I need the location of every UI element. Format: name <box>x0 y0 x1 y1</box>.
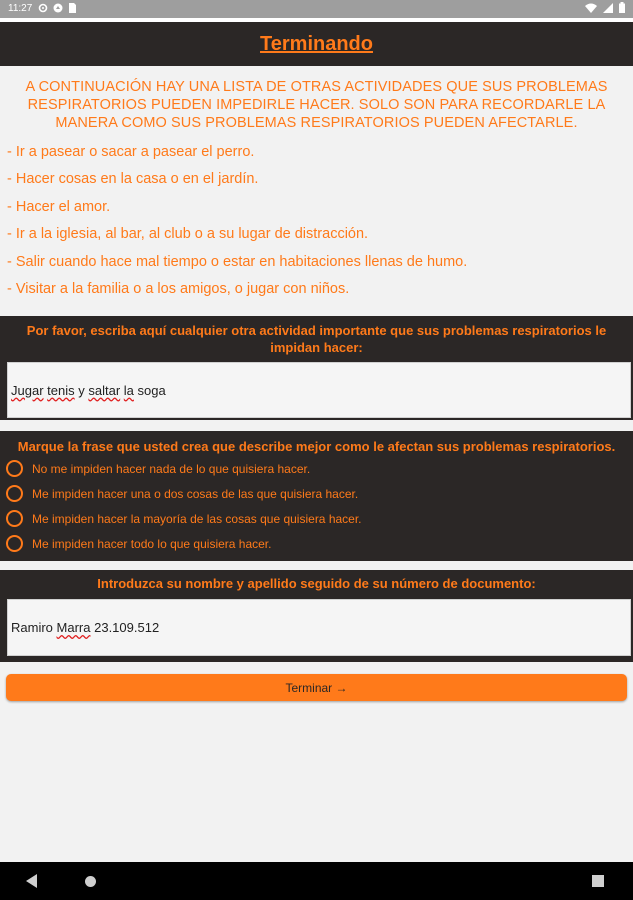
word: Ramiro <box>11 620 53 635</box>
list-item: - Hacer el amor. <box>7 198 111 215</box>
radio-circle-icon[interactable] <box>6 460 23 477</box>
impact-option-label: No me impiden hacer nada de lo que quisiera hacer. <box>32 461 311 476</box>
settings-icon <box>38 3 48 13</box>
identity-input[interactable] <box>7 599 631 656</box>
word: saltar <box>88 382 121 398</box>
other-activity-question: Por favor, escriba aquí cualquier otra actividad importante que sus problemas respiratorios le impidan hacer: <box>26 323 607 355</box>
battery-icon <box>619 2 625 13</box>
app-header <box>0 22 633 66</box>
impact-option-label: Me impiden hacer todo lo que quisiera hacer. <box>32 536 272 551</box>
other-activity-input[interactable] <box>7 362 631 418</box>
word: Jugar <box>11 382 44 398</box>
word: y <box>78 382 85 398</box>
back-icon[interactable] <box>26 874 37 888</box>
identity-question: Introduzca su nombre y apellido seguido de su número de documento: <box>97 576 536 591</box>
radio-circle-icon[interactable] <box>6 535 23 552</box>
word: Marra <box>56 620 91 635</box>
impact-option[interactable] <box>6 510 362 527</box>
list-item: - Ir a pasear o sacar a pasear el perro. <box>7 144 255 160</box>
radio-circle-icon[interactable] <box>6 510 23 527</box>
wifi-icon <box>585 3 597 13</box>
status-time: 11:27 <box>8 3 33 14</box>
word: tenis <box>47 382 75 398</box>
home-icon[interactable] <box>85 876 96 887</box>
identity-panel <box>0 570 633 662</box>
activity-list <box>7 142 467 306</box>
list-item: - Ir a la iglesia, al bar, al club o a su lugar de distracción. <box>7 226 369 243</box>
other-activity-panel <box>0 316 633 420</box>
word: 23.109.512 <box>94 620 160 635</box>
finish-button[interactable]: Terminar → <box>6 674 627 701</box>
status-bar <box>0 0 633 18</box>
impact-option-label: Me impiden hacer una o dos cosas de las que quisiera hacer. <box>32 486 359 501</box>
notification-icon <box>53 3 63 13</box>
impact-option-label: Me impiden hacer la mayoría de las cosas que quisiera hacer. <box>32 511 362 526</box>
status-icons-right <box>585 2 625 13</box>
page-title: Terminando <box>260 32 373 55</box>
word: soga <box>137 382 166 398</box>
nav-bar <box>0 862 633 900</box>
status-icons-left <box>38 3 76 13</box>
impact-question: Marque la frase que usted crea que describe mejor como le afectan sus problemas respiratorios. <box>17 439 616 454</box>
impact-option[interactable] <box>6 485 358 502</box>
list-item: - Hacer cosas en la casa o en el jardín. <box>7 171 259 188</box>
signal-icon <box>603 3 613 13</box>
intro-text: A CONTINUACIÓN HAY UNA LISTA DE OTRAS ACTIVIDADES QUE SUS PROBLEMAS RESPIRATORIOS PUEDEN IMPEDIRLE HACER. SOLO SON PARA RECORDARLE LA MANERA COMO SUS PROBLEMAS RESPIRATORIOS PUEDEN AFECTARLE. <box>25 79 608 131</box>
recent-apps-icon[interactable] <box>592 875 604 887</box>
radio-circle-icon[interactable] <box>6 485 23 502</box>
list-item: - Visitar a la familia o a los amigos, o jugar con niños. <box>7 280 350 297</box>
impact-option[interactable] <box>6 460 310 477</box>
list-item: - Salir cuando hace mal tiempo o estar en habitaciones llenas de humo. <box>7 253 468 270</box>
word: la <box>123 382 134 398</box>
impact-panel <box>0 431 633 561</box>
sim-icon <box>68 3 76 13</box>
impact-option[interactable] <box>6 535 271 552</box>
